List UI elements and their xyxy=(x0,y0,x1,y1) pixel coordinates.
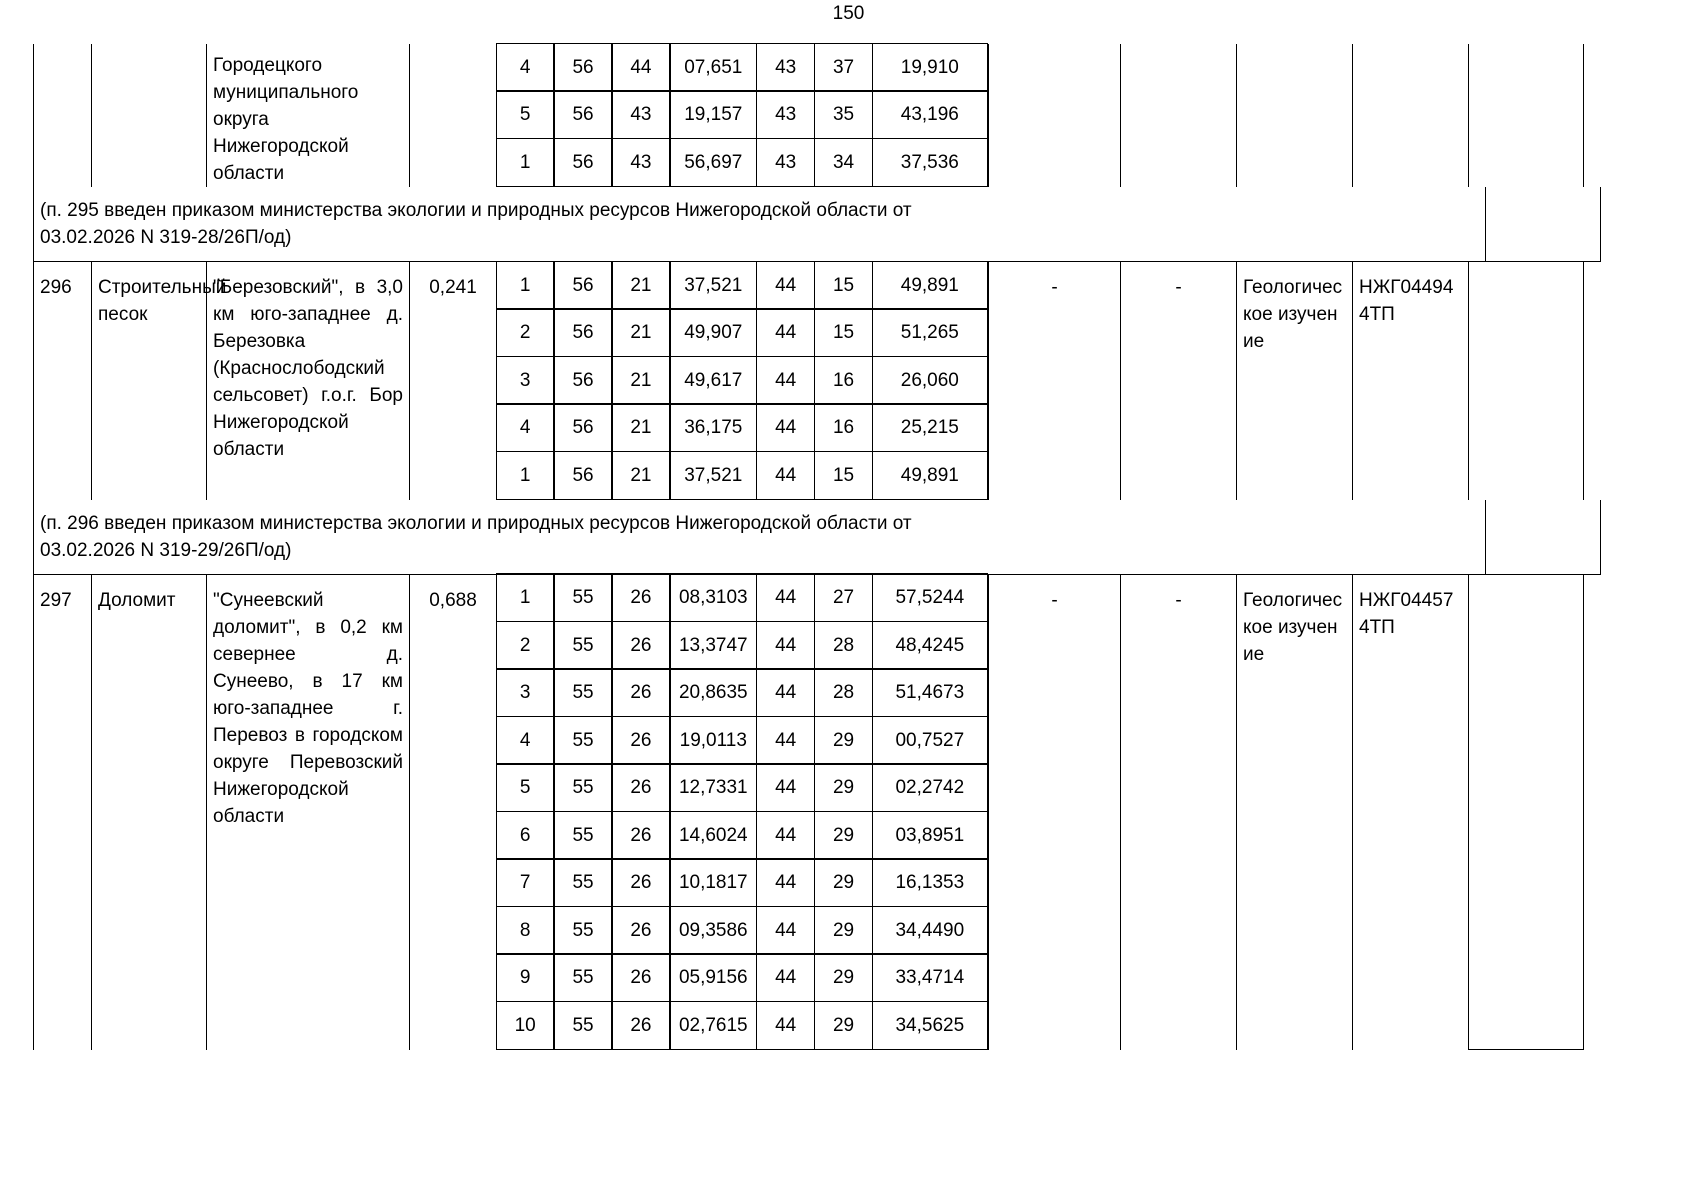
coord-cell-lat-sec: 56,697 xyxy=(669,138,757,187)
coord-cell-point-num: 4 xyxy=(496,43,555,92)
coord-cell-lon-sec: 34,4490 xyxy=(872,906,988,955)
coord-cell-lon-min: 28 xyxy=(814,668,873,717)
coord-row xyxy=(497,139,988,187)
note-row-295 xyxy=(33,187,1601,261)
coord-cell-lon-min: 29 xyxy=(814,858,873,907)
coord-cell-lon-deg: 44 xyxy=(756,858,815,907)
coord-cell-lon-deg: 44 xyxy=(756,763,815,812)
coord-cell-lat-sec: 49,907 xyxy=(669,308,757,357)
coord-cell-lon-min: 28 xyxy=(814,621,873,670)
cell-dash2: - xyxy=(1120,262,1236,500)
coord-cell-lon-sec: 02,2742 xyxy=(872,763,988,812)
coord-cell-point-num: 1 xyxy=(496,138,555,187)
coord-cell-lat-min: 43 xyxy=(611,90,670,139)
cell-license xyxy=(1352,44,1468,187)
coord-cell-lat-deg: 55 xyxy=(553,621,612,670)
cell-extra xyxy=(1468,575,1584,1050)
coord-cell-lat-sec: 08,3103 xyxy=(669,573,757,622)
coord-cell-lon-min: 15 xyxy=(814,261,873,310)
table-row-296 xyxy=(33,261,1601,500)
coord-cell-lon-sec: 49,891 xyxy=(872,451,988,500)
coord-cell-lon-min: 15 xyxy=(814,451,873,500)
coord-row xyxy=(497,860,988,908)
coord-cell-point-num: 1 xyxy=(496,451,555,500)
coord-cell-lat-sec: 07,651 xyxy=(669,43,757,92)
coord-cell-lat-min: 21 xyxy=(611,308,670,357)
coord-cell-lon-sec: 00,7527 xyxy=(872,716,988,765)
coord-cell-point-num: 6 xyxy=(496,811,555,860)
cell-purpose xyxy=(1236,44,1352,187)
coord-cell-lat-deg: 56 xyxy=(553,43,612,92)
coord-cell-point-num: 9 xyxy=(496,953,555,1002)
coord-cell-lat-deg: 55 xyxy=(553,858,612,907)
coord-cell-lat-deg: 56 xyxy=(553,356,612,405)
coord-cell-lon-deg: 43 xyxy=(756,43,815,92)
coord-cell-lat-deg: 56 xyxy=(553,261,612,310)
coord-cell-lon-sec: 03,8951 xyxy=(872,811,988,860)
cell-mineral: Строительный песок xyxy=(91,262,206,500)
coord-cell-lat-sec: 09,3586 xyxy=(669,906,757,955)
coord-cell-lat-sec: 02,7615 xyxy=(669,1001,757,1050)
coord-row xyxy=(497,812,988,860)
coord-row xyxy=(497,622,988,670)
coord-rows xyxy=(497,575,988,1050)
coord-cell-lat-sec: 19,157 xyxy=(669,90,757,139)
coord-cell-point-num: 2 xyxy=(496,621,555,670)
coord-cell-point-num: 4 xyxy=(496,716,555,765)
coord-cell-lat-min: 21 xyxy=(611,403,670,452)
coord-cell-lon-sec: 37,536 xyxy=(872,138,988,187)
coord-cell-lon-min: 29 xyxy=(814,906,873,955)
cell-dash1 xyxy=(988,44,1120,187)
cell-mineral: Доломит xyxy=(91,575,206,1050)
coord-cell-lat-sec: 10,1817 xyxy=(669,858,757,907)
page-number: 150 xyxy=(832,3,865,24)
coord-cell-lon-deg: 44 xyxy=(756,716,815,765)
coord-cell-lon-min: 27 xyxy=(814,573,873,622)
coord-cell-lat-min: 21 xyxy=(611,356,670,405)
coord-cell-point-num: 3 xyxy=(496,668,555,717)
coord-cell-lat-sec: 37,521 xyxy=(669,261,757,310)
coord-cell-lon-min: 37 xyxy=(814,43,873,92)
coord-cell-lat-min: 26 xyxy=(611,811,670,860)
coord-cell-lon-sec: 34,5625 xyxy=(872,1001,988,1050)
coord-cell-lon-deg: 44 xyxy=(756,261,815,310)
coord-row xyxy=(497,670,988,718)
coord-cell-lon-deg: 44 xyxy=(756,308,815,357)
coord-cell-lat-min: 26 xyxy=(611,573,670,622)
amendment-note xyxy=(33,500,1486,574)
cell-num: 297 xyxy=(33,575,91,1050)
cell-area: 0,688 xyxy=(409,575,496,1050)
coord-cell-lat-min: 26 xyxy=(611,668,670,717)
coord-cell-lon-sec: 16,1353 xyxy=(872,858,988,907)
coord-row xyxy=(497,452,988,500)
coord-cell-lon-sec: 26,060 xyxy=(872,356,988,405)
coord-cell-lon-min: 16 xyxy=(814,403,873,452)
license-table xyxy=(33,44,1601,1050)
cell-dash2: - xyxy=(1120,575,1236,1050)
coord-cell-lon-min: 29 xyxy=(814,763,873,812)
cell-dash1: - xyxy=(988,575,1120,1050)
coord-cell-lat-deg: 55 xyxy=(553,1001,612,1050)
coord-cell-lat-sec: 14,6024 xyxy=(669,811,757,860)
coord-cell-lon-deg: 44 xyxy=(756,953,815,1002)
coord-cell-lat-sec: 36,175 xyxy=(669,403,757,452)
coord-cell-lat-min: 26 xyxy=(611,906,670,955)
cell-area: 0,241 xyxy=(409,262,496,500)
coord-cell-lon-deg: 44 xyxy=(756,451,815,500)
coord-row xyxy=(497,44,988,92)
table-row-295 xyxy=(33,44,1601,187)
cell-extra xyxy=(1468,44,1584,187)
note-row-296 xyxy=(33,500,1601,574)
coord-row xyxy=(497,955,988,1003)
coord-cell-lat-sec: 19,0113 xyxy=(669,716,757,765)
coord-cell-lon-sec: 49,891 xyxy=(872,261,988,310)
coord-cell-lon-sec: 51,4673 xyxy=(872,668,988,717)
coord-cell-lat-deg: 56 xyxy=(553,308,612,357)
coord-cell-lon-deg: 43 xyxy=(756,90,815,139)
cell-purpose: Геологическое изучение xyxy=(1236,575,1352,1050)
coord-cell-lon-min: 29 xyxy=(814,716,873,765)
coord-cell-lon-sec: 57,5244 xyxy=(872,573,988,622)
coord-cell-lon-deg: 44 xyxy=(756,811,815,860)
coord-row xyxy=(497,575,988,623)
coord-cell-lon-min: 29 xyxy=(814,811,873,860)
coord-cell-point-num: 1 xyxy=(496,573,555,622)
coord-row xyxy=(497,357,988,405)
coord-row xyxy=(497,907,988,955)
coord-cell-lon-sec: 19,910 xyxy=(872,43,988,92)
coord-cell-lat-deg: 56 xyxy=(553,90,612,139)
coord-cell-lon-sec: 33,4714 xyxy=(872,953,988,1002)
coord-cell-lat-min: 21 xyxy=(611,451,670,500)
cell-license: НЖГ044944ТП xyxy=(1352,262,1468,500)
coord-cell-point-num: 5 xyxy=(496,763,555,812)
coord-cell-point-num: 4 xyxy=(496,403,555,452)
coord-cell-lon-min: 29 xyxy=(814,953,873,1002)
coord-cell-lat-sec: 13,3747 xyxy=(669,621,757,670)
coord-cell-lon-deg: 43 xyxy=(756,138,815,187)
coord-cell-lat-min: 43 xyxy=(611,138,670,187)
coord-rows xyxy=(497,262,988,500)
coord-cell-lat-deg: 55 xyxy=(553,953,612,1002)
coord-cell-lat-min: 26 xyxy=(611,1001,670,1050)
coords-297 xyxy=(496,575,988,1050)
coord-cell-lon-min: 34 xyxy=(814,138,873,187)
coord-cell-lon-sec: 48,4245 xyxy=(872,621,988,670)
coord-cell-lat-min: 44 xyxy=(611,43,670,92)
coord-cell-lat-min: 26 xyxy=(611,716,670,765)
coord-row xyxy=(497,765,988,813)
cell-dash2 xyxy=(1120,44,1236,187)
coord-cell-lat-deg: 56 xyxy=(553,403,612,452)
coord-cell-lon-min: 35 xyxy=(814,90,873,139)
cell-description: "Сунеевский доломит", в 0,2 км севернее д. Сунеево, в 17 км юго-западнее г. Перевоз в городском округе Перевозский Нижегородской области xyxy=(206,575,409,1050)
coord-cell-lon-deg: 44 xyxy=(756,668,815,717)
coord-cell-lat-deg: 56 xyxy=(553,451,612,500)
cell-dash1: - xyxy=(988,262,1120,500)
cell-description: "Березовский", в 3,0 км юго-западнее д. Березовка (Краснослободский сельсовет) г.о.г. Бор Нижегородской области xyxy=(206,262,409,500)
coord-cell-lon-sec: 51,265 xyxy=(872,308,988,357)
cell-license: НЖГ044574ТП xyxy=(1352,575,1468,1050)
coord-cell-lat-min: 26 xyxy=(611,763,670,812)
coord-cell-lat-sec: 20,8635 xyxy=(669,668,757,717)
coord-cell-lon-deg: 44 xyxy=(756,356,815,405)
coords-295 xyxy=(496,44,988,187)
coord-cell-point-num: 2 xyxy=(496,308,555,357)
coord-cell-lat-deg: 55 xyxy=(553,668,612,717)
coord-cell-lat-deg: 56 xyxy=(553,138,612,187)
coord-cell-lon-min: 29 xyxy=(814,1001,873,1050)
coord-cell-point-num: 3 xyxy=(496,356,555,405)
cell-area xyxy=(409,44,496,187)
coord-cell-lat-min: 26 xyxy=(611,621,670,670)
coord-cell-lon-deg: 44 xyxy=(756,403,815,452)
coord-cell-point-num: 10 xyxy=(496,1001,555,1050)
coord-cell-lon-sec: 25,215 xyxy=(872,403,988,452)
coord-cell-lat-sec: 12,7331 xyxy=(669,763,757,812)
coord-cell-lon-deg: 44 xyxy=(756,573,815,622)
cell-extra xyxy=(1468,262,1584,500)
note-text: (п. 295 введен приказом министерства экологии и природных ресурсов Нижегородской области от 03.02.2026 N 319-28/26П/од) xyxy=(40,200,912,248)
coord-row xyxy=(497,717,988,765)
note-text: (п. 296 введен приказом министерства экологии и природных ресурсов Нижегородской области от 03.02.2026 N 319-29/26П/од) xyxy=(40,512,912,561)
coord-row xyxy=(497,310,988,358)
coord-cell-point-num: 8 xyxy=(496,906,555,955)
coord-cell-lon-deg: 44 xyxy=(756,1001,815,1050)
cell-description: Городецкого муниципального округа Нижегородской области xyxy=(206,44,409,187)
table-row-297 xyxy=(33,574,1601,1050)
coord-cell-lon-min: 15 xyxy=(814,308,873,357)
coord-cell-lat-deg: 55 xyxy=(553,811,612,860)
coord-cell-lat-deg: 55 xyxy=(553,906,612,955)
coord-cell-lon-deg: 44 xyxy=(756,906,815,955)
coord-cell-lat-min: 26 xyxy=(611,858,670,907)
coord-rows xyxy=(497,44,988,187)
coord-cell-lat-sec: 37,521 xyxy=(669,451,757,500)
coord-cell-lat-sec: 05,9156 xyxy=(669,953,757,1002)
coord-row xyxy=(497,405,988,453)
coord-cell-lon-deg: 44 xyxy=(756,621,815,670)
coord-cell-lat-deg: 55 xyxy=(553,716,612,765)
coord-cell-point-num: 1 xyxy=(496,261,555,310)
coord-cell-lat-min: 26 xyxy=(611,953,670,1002)
cell-purpose: Геологическое изучение xyxy=(1236,262,1352,500)
coords-296 xyxy=(496,262,988,500)
coord-cell-lat-sec: 49,617 xyxy=(669,356,757,405)
coord-cell-lon-sec: 43,196 xyxy=(872,90,988,139)
coord-cell-lon-min: 16 xyxy=(814,356,873,405)
coord-row xyxy=(497,1002,988,1050)
cell-num: 296 xyxy=(33,262,91,500)
coord-cell-lat-deg: 55 xyxy=(553,573,612,622)
coord-cell-point-num: 7 xyxy=(496,858,555,907)
coord-row xyxy=(497,262,988,310)
cell-num xyxy=(33,44,91,187)
cell-mineral xyxy=(91,44,206,187)
coord-cell-point-num: 5 xyxy=(496,90,555,139)
amendment-note xyxy=(33,187,1486,261)
coord-row xyxy=(497,92,988,140)
coord-cell-lat-deg: 55 xyxy=(553,763,612,812)
coord-cell-lat-min: 21 xyxy=(611,261,670,310)
